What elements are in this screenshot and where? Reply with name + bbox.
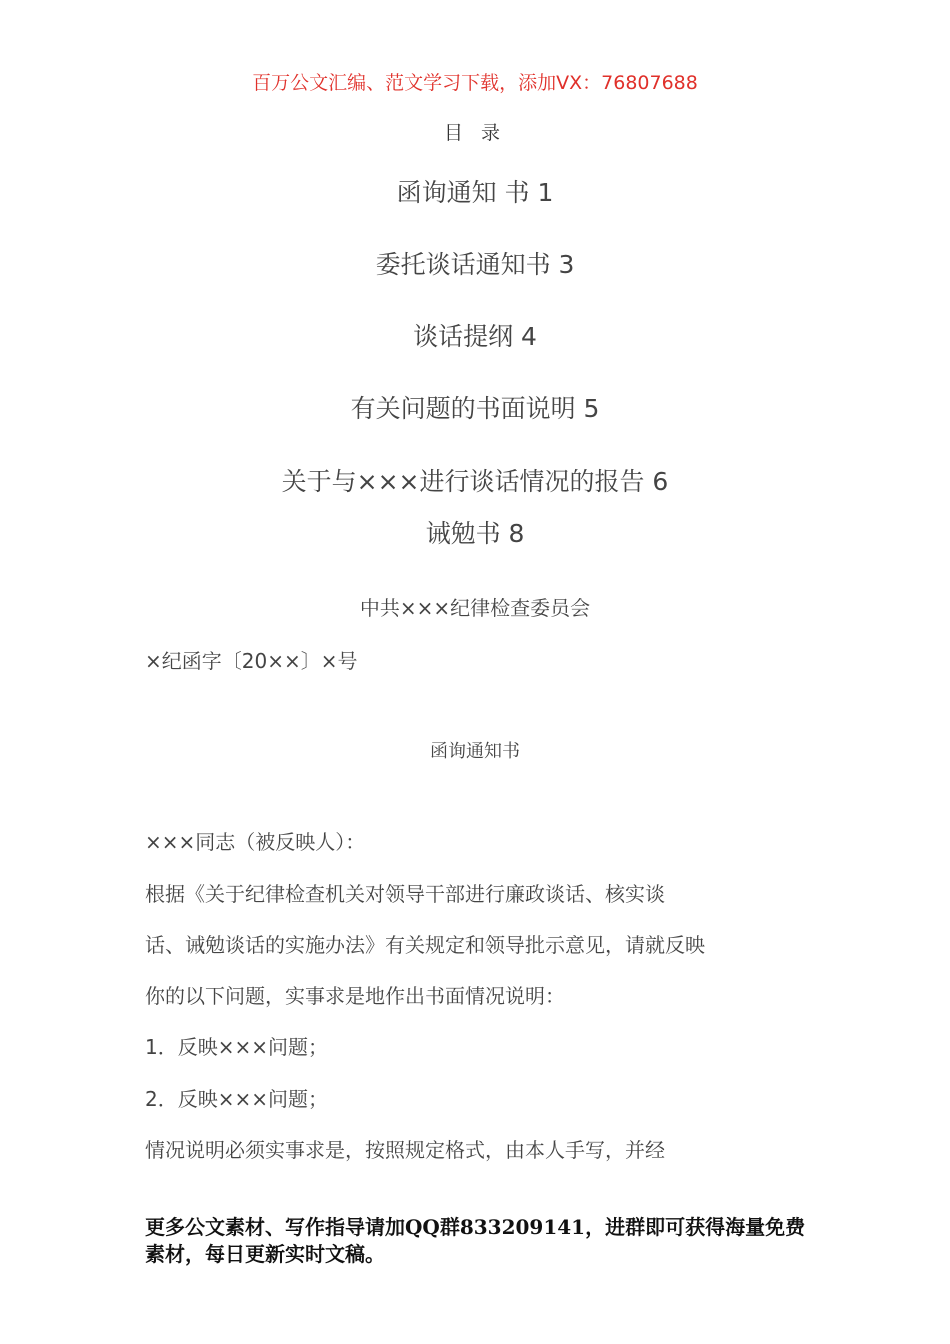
body-line: 2．反映×××问题； xyxy=(145,1087,328,1111)
document-title: 函询通知书 xyxy=(430,741,520,762)
header-ad-banner: 百万公文汇编、范文学习下载，添加VX：76807688 xyxy=(252,72,698,94)
document-number: ×纪函字〔20××〕×号 xyxy=(145,649,358,673)
toc-item: 关于与×××进行谈话情况的报告 6 xyxy=(281,467,669,496)
toc-item: 委托谈话通知书 3 xyxy=(375,250,575,279)
body-line: 情况说明必须实事求是，按照规定格式，由本人手写，并经 xyxy=(145,1138,665,1162)
body-line: 根据《关于纪律检查机关对领导干部进行廉政谈话、核实谈 xyxy=(145,882,665,906)
issuing-organization: 中共×××纪律检查委员会 xyxy=(359,596,591,620)
body-line: 话、诫勉谈话的实施办法》有关规定和领导批示意见，请就反映 xyxy=(145,933,705,957)
salutation: ×××同志（被反映人）： xyxy=(145,830,366,854)
body-line: 你的以下问题，实事求是地作出书面情况说明： xyxy=(145,984,565,1008)
toc-item: 诫勉书 8 xyxy=(425,519,525,548)
toc-item: 谈话提纲 4 xyxy=(413,322,537,351)
footer-ad-banner: 更多公文素材、写作指导请加QQ群833209141，进群即可获得海量免费素材，每日更新实时文稿。 xyxy=(145,1215,806,1266)
toc-item: 函询通知 书 1 xyxy=(396,178,554,207)
toc-title: 目 录 xyxy=(443,122,507,144)
body-line: 1．反映×××问题； xyxy=(145,1035,328,1059)
toc-item: 有关问题的书面说明 5 xyxy=(350,394,600,423)
